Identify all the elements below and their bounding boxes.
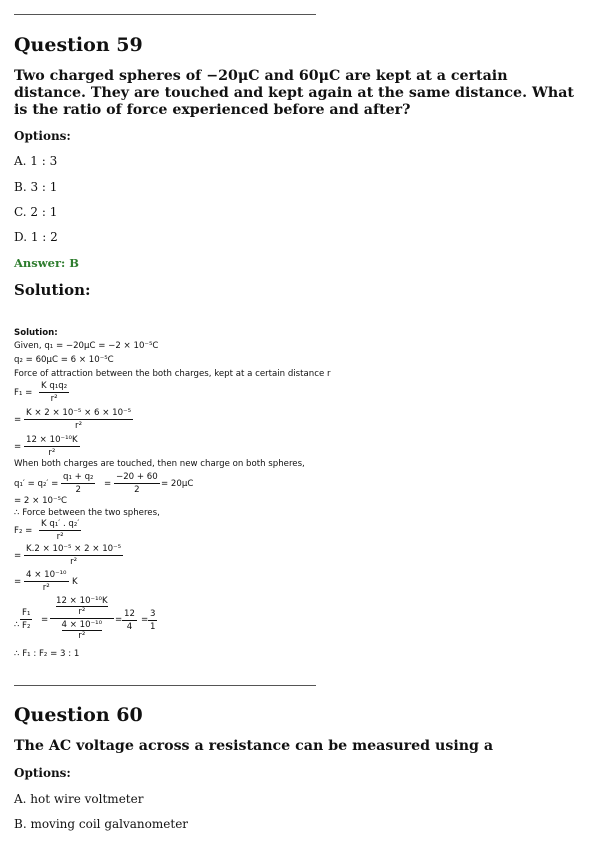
step3-numerator: 12 × 10⁻¹⁰K [26,435,78,445]
qresult: = 20μC [161,479,194,489]
options-label: Options: [14,766,71,780]
therefore-force-text: ∴ Force between the two spheres, [14,508,160,518]
qsub-denominator: 2 [134,485,140,495]
touched-text: When both charges are touched, then new charge on both spheres, [14,459,305,469]
qsum-denominator: 2 [75,485,81,495]
qsum-fraction [61,472,95,495]
qprime-lhs: q₁′ = q₂′ = [14,479,59,489]
one: 1 [150,622,156,632]
given-line-2: q₂ = 60μC = 6 × 10⁻⁵C [14,355,114,365]
three: 3 [150,609,156,619]
ratio-top-num: 12 × 10⁻¹⁰K [56,596,108,606]
equals-sign: = [14,577,22,587]
f2-lhs: F₂ = [14,526,33,536]
f2-numerator: K q₁′ . q₂′ [41,519,80,529]
equals-sign: = [14,442,22,452]
option-b: B. 3 : 1 [14,180,58,194]
f2-fraction [39,519,81,542]
solution-heading: Solution: [14,281,91,299]
option-a: A. hot wire voltmeter [14,792,144,806]
top-divider [14,14,316,15]
f1-denominator: r² [50,394,58,404]
f2-result-numerator: 4 × 10⁻¹⁰ [26,570,67,580]
option-d: D. 1 : 2 [14,230,58,244]
qsum-numerator: q₁ + q₂ [63,472,94,482]
step2-numerator: K × 2 × 10⁻⁵ × 6 × 10⁻⁵ [26,408,132,418]
ratio-lhs-fraction [20,608,32,631]
given-line-1: Given, q₁ = −20μC = −2 × 10⁻⁵C [14,341,159,351]
options-label: Options: [14,129,71,143]
question-60-title: Question 60 [14,704,143,726]
ratio-big-fraction [50,596,114,641]
f2-step-fraction [24,544,123,567]
ratio-bot-num: 4 × 10⁻¹⁰ [61,620,103,630]
ratio-lhs-denominator: F₂ [22,621,31,631]
option-b: B. moving coil galvanometer [14,817,189,831]
equals-sign: = [14,551,22,561]
qsub-fraction [114,472,160,495]
f2-step-numerator: K.2 × 10⁻⁵ × 2 × 10⁻⁵ [26,544,122,554]
option-a: A. 1 : 3 [14,154,58,168]
f1-numerator: K q₁q₂ [41,381,68,391]
twelve: 12 [124,609,135,619]
equals-sign: = [41,615,49,625]
final-ratio: ∴ F₁ : F₂ = 3 : 1 [14,649,80,659]
four: 4 [126,622,133,632]
f2-denominator: r² [56,532,64,542]
q-equals-line: = 2 × 10⁻⁵C [14,496,67,506]
question-60-text: The AC voltage across a resistance can be measured using a [14,738,494,754]
step2-denominator: r² [75,421,83,431]
question-59-title: Question 59 [14,34,143,56]
twelve-over-four [122,609,137,632]
ratio-lhs-numerator: F₁ [22,608,31,618]
solution-subheading: Solution: [14,328,58,338]
ratio-big-numerator [50,596,114,619]
equals-sign: = [141,615,149,625]
three-over-one [148,609,157,632]
step3-denominator: r² [48,448,56,458]
step3-fraction [24,435,80,458]
question-59-text: Two charged spheres of −20μC and 60μC are kept at a certain distance. They are touched and kept again at the same distance. What is the ratio of force experienced before and after? [14,68,574,118]
ratio-big-denominator [62,619,103,641]
qsub-numerator: −20 + 60 [116,472,158,482]
therefore-symbol: ∴ [14,620,20,630]
middle-divider [14,685,316,686]
f1-lhs: F₁ = [14,388,33,398]
equals-sign: = [115,615,123,625]
equals-sign: = [104,479,112,489]
ratio-top-den: r² [78,607,86,617]
answer: Answer: B [14,256,80,270]
option-c: C. 2 : 1 [14,205,58,219]
ratio-bot-den: r² [78,631,86,641]
equals-sign: = [14,415,22,425]
f2-result-denominator: r² [42,583,50,593]
step2-fraction [24,408,133,431]
k-factor: K [72,577,78,587]
f2-result-fraction [24,570,69,593]
f1-fraction [39,381,69,404]
force-text: Force of attraction between the both charges, kept at a certain distance r [14,369,331,379]
solution-block [14,328,414,663]
f2-step-denominator: r² [70,557,78,567]
